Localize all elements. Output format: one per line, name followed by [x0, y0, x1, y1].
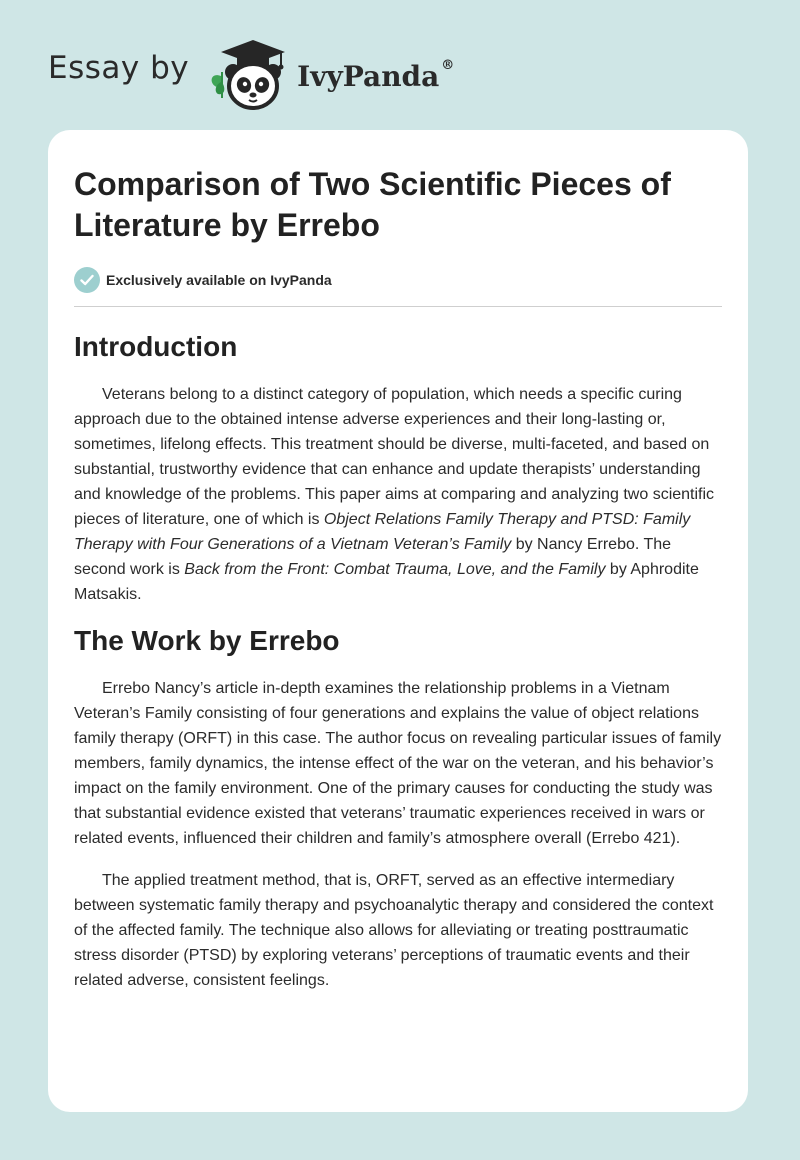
check-icon [74, 267, 100, 293]
registered-mark: ® [441, 58, 455, 74]
badge-label: Exclusively available on IvyPanda [106, 272, 332, 288]
divider [74, 306, 722, 307]
essay-by-label: Essay by [48, 50, 190, 86]
brand-name[interactable]: IvyPanda ® [297, 58, 455, 93]
section-heading-introduction: Introduction [74, 331, 238, 362]
cited-title-errebo: Object Relations Family Therapy and PTSD: Family Therapy with Four Generations of a Vietnam Veteran’s Family [74, 511, 691, 553]
errebo-paragraph-2: The applied treatment method, that is, ORFT, served as an effective intermediary between systematic family therapy and psychoanalytic therapy and considered the context of the affected family. The technique also allows for alleviating or treating posttraumatic stress disorder (PTSD) by exploring veterans’ perceptions of traumatic events and their related adverse, consistent feelings. [74, 872, 714, 989]
ivy-leaf-icon [212, 72, 225, 98]
errebo-paragraph-1: Errebo Nancy’s article in-depth examines the relationship problems in a Vietnam Veteran’s Family consisting of four generations and explains the value of object relations family therapy (ORFT) in this case. The author focus on revealing particular issues of family members, family dynamics, the intense effect of the war on the veteran, and his behavior’s impact on the family environment. One of the primary causes for conducting the study was that substantial evidence existed that veterans’ traumatic experiences received in wars or related events, influenced their children and family’s atmosphere overall (Errebo 421). [74, 680, 722, 847]
site-header [48, 34, 454, 114]
essay-card [48, 130, 748, 1112]
page-title: Comparison of Two Scientific Pieces of Literature by Errebo [74, 166, 671, 243]
essay-content [74, 164, 722, 993]
cited-title-matsakis: Back from the Front: Combat Trauma, Love, and the Family [184, 561, 606, 578]
intro-paragraph: Veterans belong to a distinct category of population, which needs a specific curing approach due to the obtained intense adverse experiences and their long-lasting or, sometimes, lifelong effects. This treatment should be diverse, multi-faceted, and based on substantial, trustworthy evidence that can enhance and update therapists’ understanding and knowledge of the problems. This paper aims at comparing and analyzing two scientific pieces of literature, one of which is Object Relations Family Therapy and PTSD: Family Therapy with Four Generations of a Vietnam Veteran’s Family by Nancy Errebo. The second work is Back from the Front: Combat Trauma, Love, and the Family by Aphrodite Matsakis. [74, 386, 715, 603]
exclusive-badge [74, 266, 722, 294]
section-heading-work-by-errebo: The Work by Errebo [74, 625, 340, 656]
panda-graduate-icon[interactable] [207, 36, 291, 112]
